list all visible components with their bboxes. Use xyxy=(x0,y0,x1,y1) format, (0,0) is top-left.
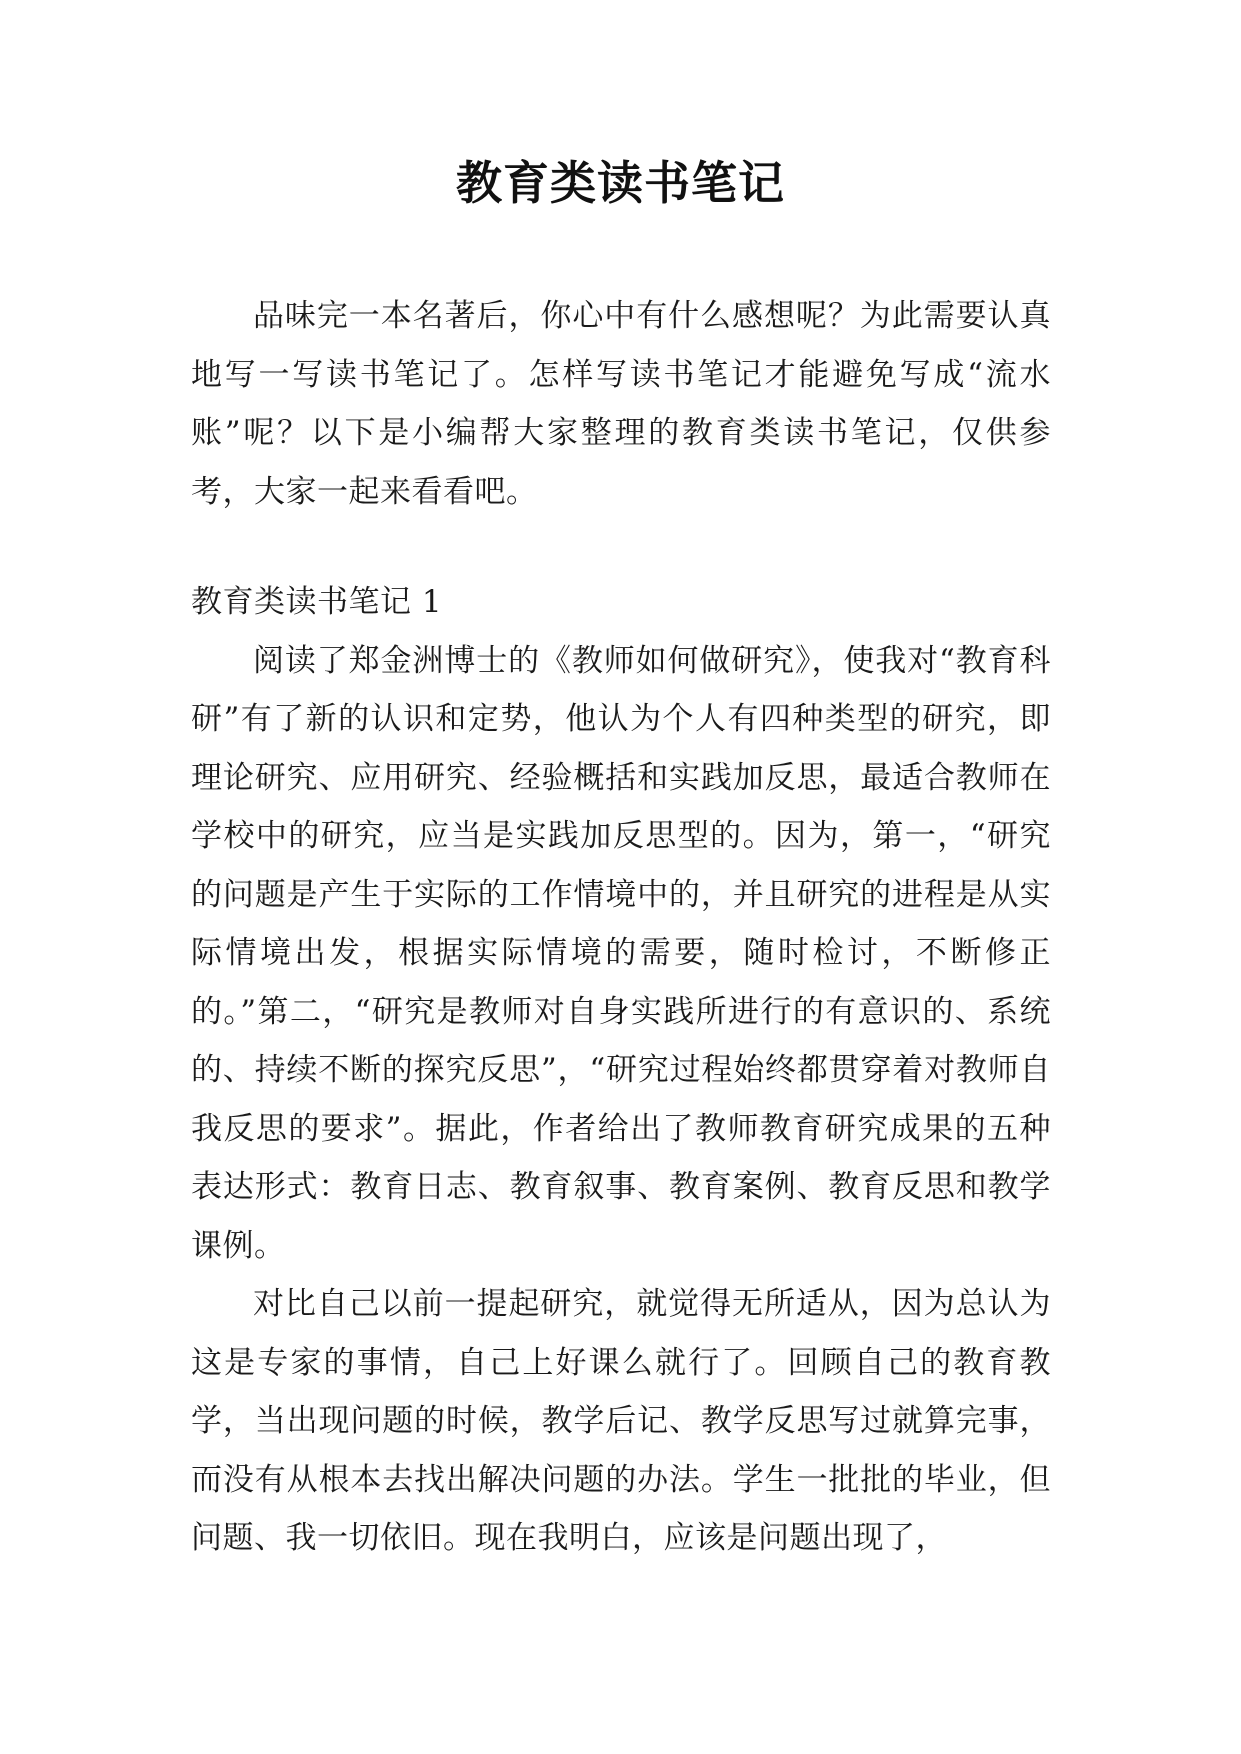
document-body xyxy=(191,287,1051,1568)
section-paragraph-1: 阅读了郑金洲博士的《教师如何做研究》，使我对“教育科研”有了新的认识和定势，他认为个人有四种类型的研究，即理论研究、应用研究、经验概括和实践加反思，最适合教师在学校中的研究，应当是实践加反思型的。因为，第一，“研究的问题是产生于实际的工作情境中的，并且研究的进程是从实际情境出发，根据实际情境的需要，随时检讨，不断修正的。”第二，“研究是教师对自身实践所进行的有意识的、系统的、持续不断的探究反思”，“研究过程始终都贯穿着对教师自我反思的要求”。据此，作者给出了教师教育研究成果的五种表达形式：教育日志、教育叙事、教育案例、教育反思和教学课例。 xyxy=(191,642,1051,1264)
section-heading: 教育类读书笔记 1 xyxy=(191,584,443,620)
document-title: 教育类读书笔记 xyxy=(456,156,785,210)
intro-paragraph: 品味完一本名著后，你心中有什么感想呢？为此需要认真地写一写读书笔记了。怎样写读书笔记才能避免写成“流水账”呢？以下是小编帮大家整理的教育类读书笔记，仅供参考，大家一起来看看吧。 xyxy=(191,298,1051,510)
section-paragraph-2: 对比自己以前一提起研究，就觉得无所适从，因为总认为这是专家的事情，自己上好课么就行了。回顾自己的教育教学，当出现问题的时候，教学后记、教学反思写过就算完事，而没有从根本去找出解决问题的办法。学生一批批的毕业，但问题、我一切依旧。现在我明白，应该是问题出现了， xyxy=(191,1286,1051,1556)
